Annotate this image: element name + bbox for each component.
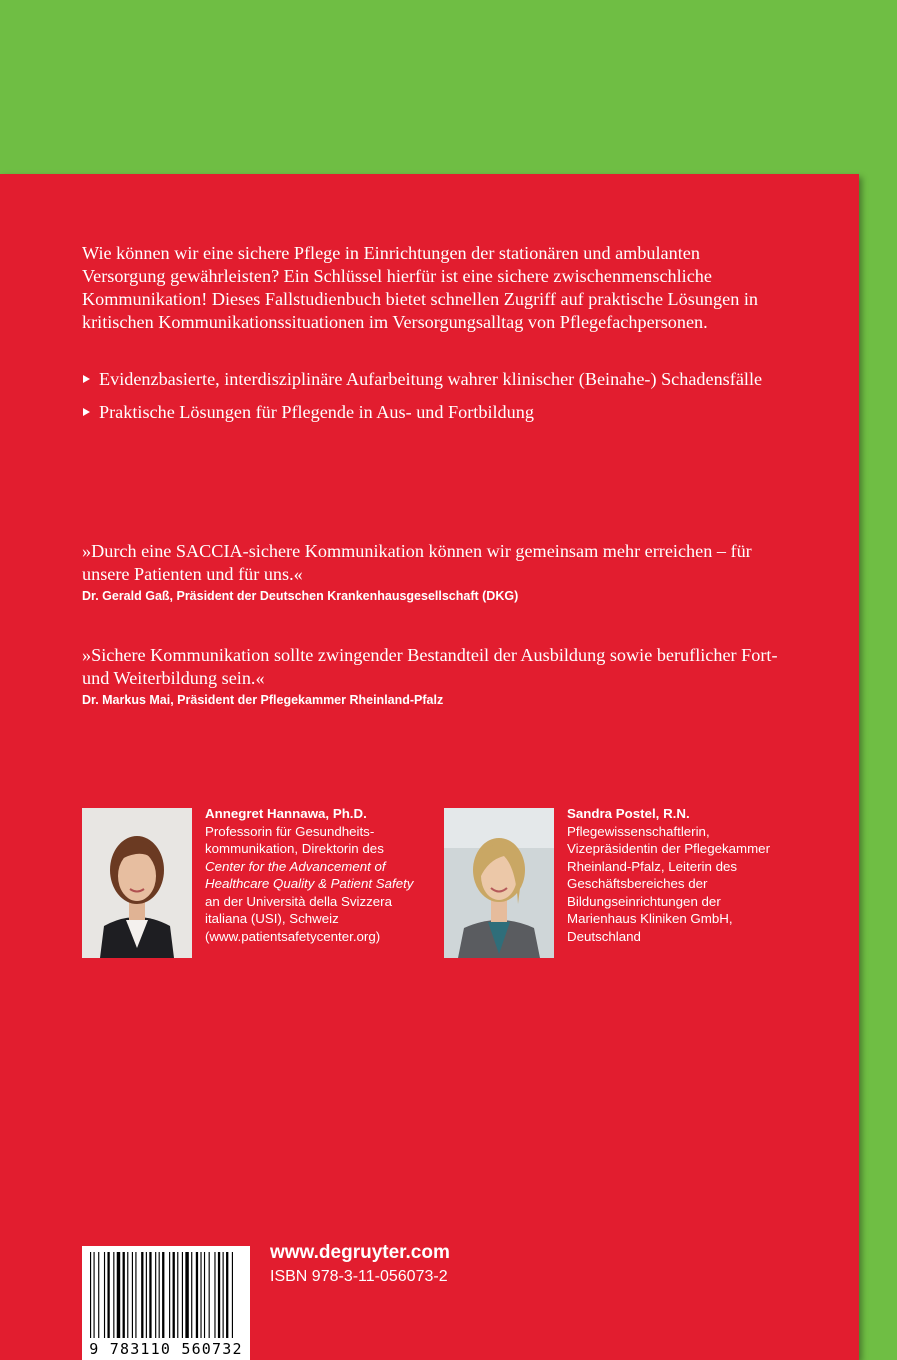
author-bio [205,805,425,945]
author-name: Sandra Postel, R.N. [567,806,690,821]
bio-text: Pflegewissenschaftlerin, Vizepräsidentin der Pflegekammer Rheinland-Pfalz, Leiterin des Geschäftsbereiches der Bildungseinrichtungen der Marienhaus Kliniken GmbH, Deutschland [567,823,771,944]
barcode [82,1246,250,1360]
quote-text: »Durch eine SACCIA-sichere Kommunikation können wir gemeinsam mehr erreichen – für unsere Patienten und für uns.« [82,541,752,584]
back-cover [0,174,859,1360]
bullet-triangle-icon [83,408,90,416]
bio-institution: Center for the Advancement of Healthcare Quality & Patient Safety [205,858,414,891]
bullet-triangle-icon [83,375,90,383]
author-photo [82,808,192,958]
bio-text: Professorin für Gesundheits-kommunikation, Direktorin des [205,823,384,856]
barcode-bars [88,1252,244,1338]
feature-text: Evidenzbasierte, interdisziplinäre Aufarbeitung wahrer klinischer (Beinahe-) Schadensfälle [99,369,763,389]
publisher-website[interactable]: www.degruyter.com [270,1242,450,1263]
isbn-number: ISBN 978-3-11-056073-2 [270,1268,448,1285]
bio-text: an der Università della Svizzera italiana (USI), Schweiz (www.patientsafetycenter.org) [205,893,392,944]
author-photo [444,808,554,958]
endorsement-quote [82,540,802,603]
feature-item [82,368,782,391]
intro-paragraph: Wie können wir eine sichere Pflege in Einrichtungen der stationären und ambulanten Versorgung gewährleisten? Ein Schlüssel hierfür ist eine sichere zwischenmenschliche Kommunikation! Dieses Fallstudienbuch bietet schnellen Zugriff auf praktische Lösungen in kritischen Kommunikationssituationen im Versorgungsalltag von Pflegefachpersonen. [82,243,758,332]
quote-text: »Sichere Kommunikation sollte zwingender Bestandteil der Ausbildung sowie beruflicher Fort- und Weiterbildung sein.« [82,645,778,688]
author-bio [567,805,787,945]
feature-item [82,401,782,424]
barcode-number: 9 783110 560732 [89,1340,243,1358]
quote-source: Dr. Gerald Gaß, Präsident der Deutschen Krankenhausgesellschaft (DKG) [82,589,519,603]
author-name: Annegret Hannawa, Ph.D. [205,806,367,821]
quote-source: Dr. Markus Mai, Präsident der Pflegekammer Rheinland-Pfalz [82,693,444,707]
feature-text: Praktische Lösungen für Pflegende in Aus- und Fortbildung [99,402,534,422]
endorsement-quote [82,644,802,707]
feature-list [82,368,782,434]
